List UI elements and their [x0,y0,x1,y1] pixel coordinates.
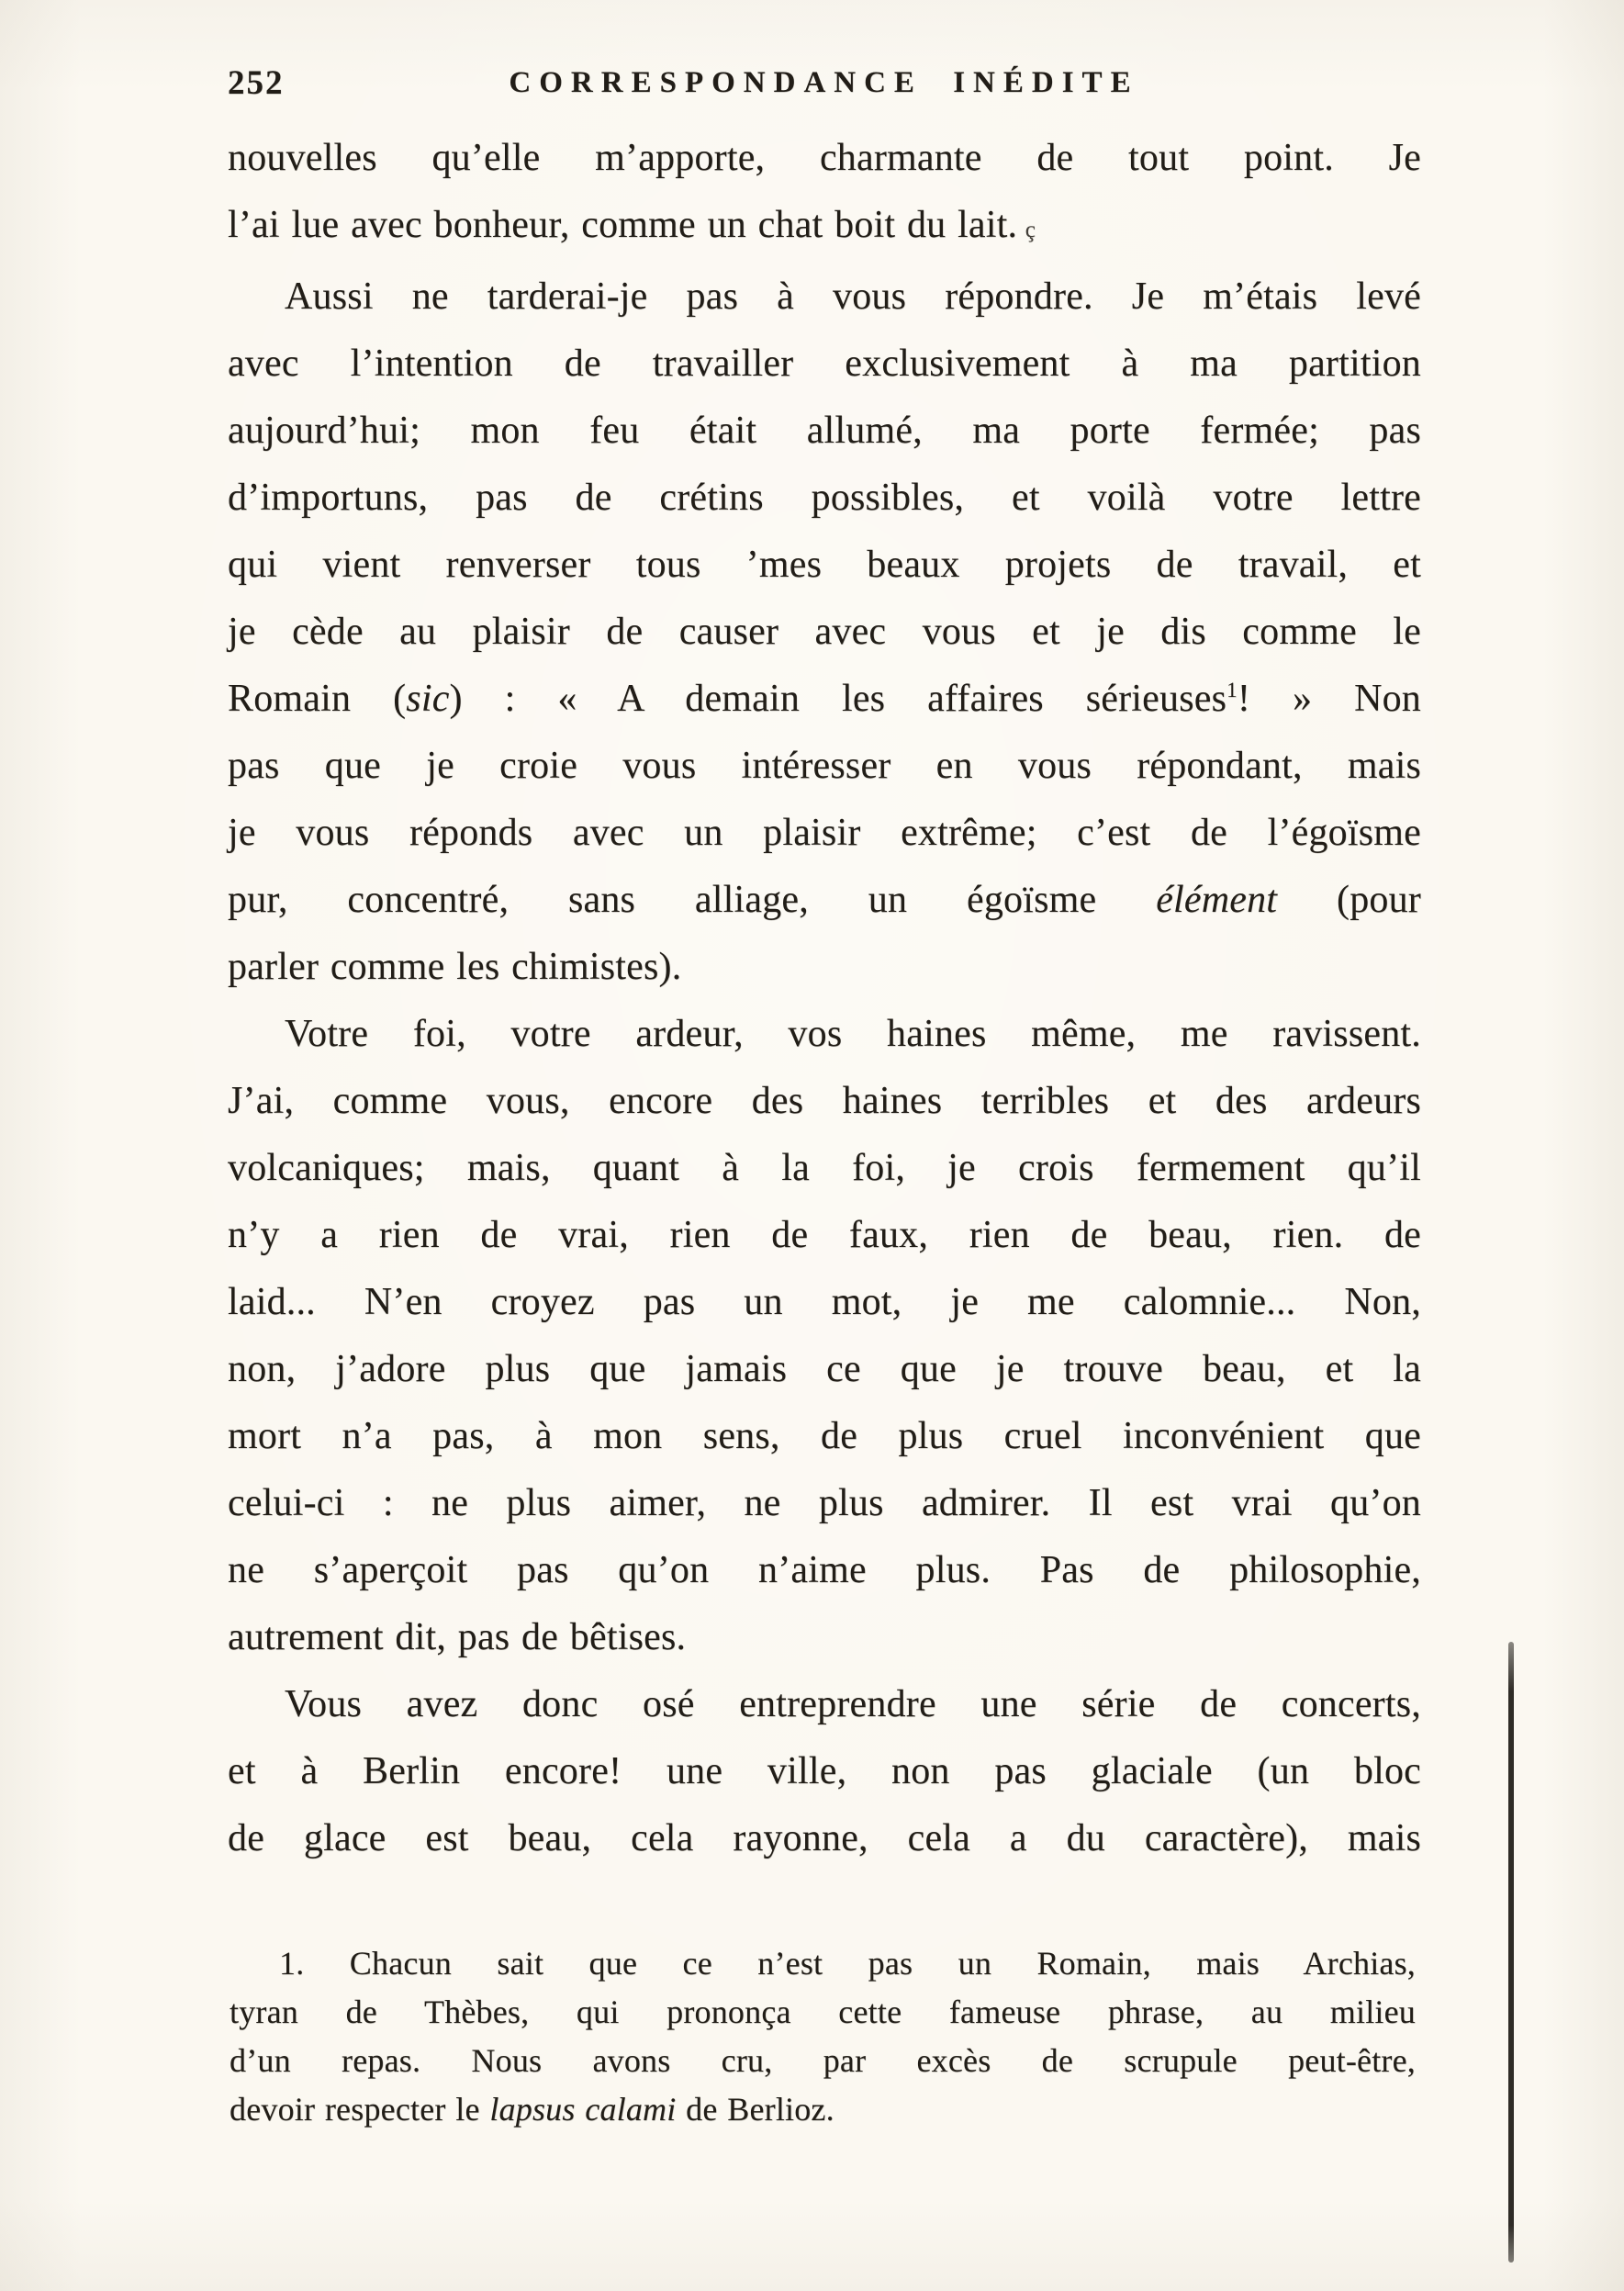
text-run: autrement dit, pas de bêtises. [228,1616,687,1658]
text-run: n’y a rien de vrai, rien de faux, rien de beau, rien. de [228,1214,1421,1256]
body-text-line [228,1336,1421,1403]
letter-body-text [228,125,1421,1872]
text-run: d’un repas. Nous avons cru, par excès de scrupule peut-être, [230,2042,1416,2079]
body-text-line [228,465,1421,532]
italic-text: sic [406,678,450,720]
text-run: laid... N’en croyez pas un mot, je me calomnie... Non, [228,1281,1421,1323]
body-text-line [228,934,1421,1001]
body-text-line [228,1269,1421,1336]
scan-artifact-vertical-line [1508,1642,1514,2263]
running-header-title: CORRESPONDANCE INÉDITE [509,66,1139,99]
body-text-line [228,1470,1421,1537]
text-run: Votre foi, votre ardeur, vos haines même, me ravissent. [285,1013,1421,1055]
text-run: 1. Chacun sait que ce n’est pas un Romain, mais Archias, [279,1945,1416,1982]
text-run: ! » Non [1237,678,1422,720]
body-text-line [228,800,1421,867]
italic-text: lapsus calami [489,2091,677,2128]
footnote-block [230,1939,1416,2134]
body-text-line [228,398,1421,465]
text-run: d’importuns, pas de crétins possibles, et voilà votre lettre [228,477,1421,519]
body-text-line [228,733,1421,800]
text-run: pur, concentré, sans alliage, un égoïsme [228,879,1157,921]
body-text-line [228,1135,1421,1202]
body-text-line [228,1403,1421,1470]
body-text-line [228,125,1421,192]
text-run: nouvelles qu’elle m’apporte, charmante de tout point. Je [228,137,1421,179]
text-run: Vous avez donc osé entreprendre une série de concerts, [285,1683,1421,1725]
text-run: non, j’adore plus que jamais ce que je trouve beau, et la [228,1348,1421,1390]
body-text-line [228,1068,1421,1135]
body-text-line [228,1537,1421,1604]
text-run: je vous réponds avec un plaisir extrême; c’est de l’égoïsme [228,812,1421,854]
body-text-line [228,331,1421,398]
text-run: J’ai, comme vous, encore des haines terribles et des ardeurs [228,1080,1421,1122]
footnote-line [230,2037,1416,2085]
text-run: Romain ( [228,678,407,720]
text-run: mort n’a pas, à mon sens, de plus cruel inconvénient que [228,1415,1421,1457]
text-run: qui vient renverser tous ’mes beaux projets de travail, et [228,544,1421,586]
text-run: je cède au plaisir de causer avec vous et je dis comme le [228,611,1421,653]
footnote-line [230,1939,1416,1988]
body-text-line [228,192,1421,264]
body-text-line [228,867,1421,934]
text-run: ) : « A demain les affaires sérieuses [449,678,1227,720]
text-run: de Berlioz. [676,2091,834,2128]
footnote-line [230,2085,1416,2134]
page-number: 252 [228,64,285,102]
body-text-line [228,1604,1421,1671]
running-header [228,59,1420,105]
print-artifact: ç [1017,218,1036,242]
text-run: volcaniques; mais, quant à la foi, je crois fermement qu’il [228,1147,1421,1189]
text-run: devoir respecter le [230,2091,490,2128]
body-text-line [228,1805,1421,1872]
text-run: pas que je croie vous intéresser en vous répondant, mais [228,745,1421,787]
body-text-line [228,599,1421,666]
body-text-line [228,1671,1421,1738]
body-text-line [228,264,1421,331]
text-run: Aussi ne tarderai-je pas à vous répondre. Je m’étais levé [285,275,1421,318]
body-text-line [228,1738,1421,1805]
body-text-line [228,1001,1421,1068]
text-run: celui-ci : ne plus aimer, ne plus admirer. Il est vrai qu’on [228,1482,1421,1524]
text-run: (pour [1277,879,1421,921]
text-run: tyran de Thèbes, qui prononça cette fameuse phrase, au milieu [230,1993,1416,2030]
footnote-line [230,1988,1416,2037]
text-run: l’ai lue avec bonheur, comme un chat boit du lait. [228,204,1018,246]
body-text-line [228,1202,1421,1269]
italic-text: élément [1156,879,1278,921]
body-text-line [228,666,1421,733]
text-run: aujourd’hui; mon feu était allumé, ma porte fermée; pas [228,410,1421,452]
text-run: ne s’aperçoit pas qu’on n’aime plus. Pas de philosophie, [228,1549,1421,1591]
text-run: avec l’intention de travailler exclusivement à ma partition [228,343,1421,385]
text-run: de glace est beau, cela rayonne, cela a du caractère), mais [228,1817,1421,1859]
text-run: et à Berlin encore! une ville, non pas glaciale (un bloc [228,1750,1421,1792]
body-text-line [228,532,1421,599]
text-run: parler comme les chimistes). [228,946,682,988]
footnote-marker: 1 [1226,678,1238,702]
